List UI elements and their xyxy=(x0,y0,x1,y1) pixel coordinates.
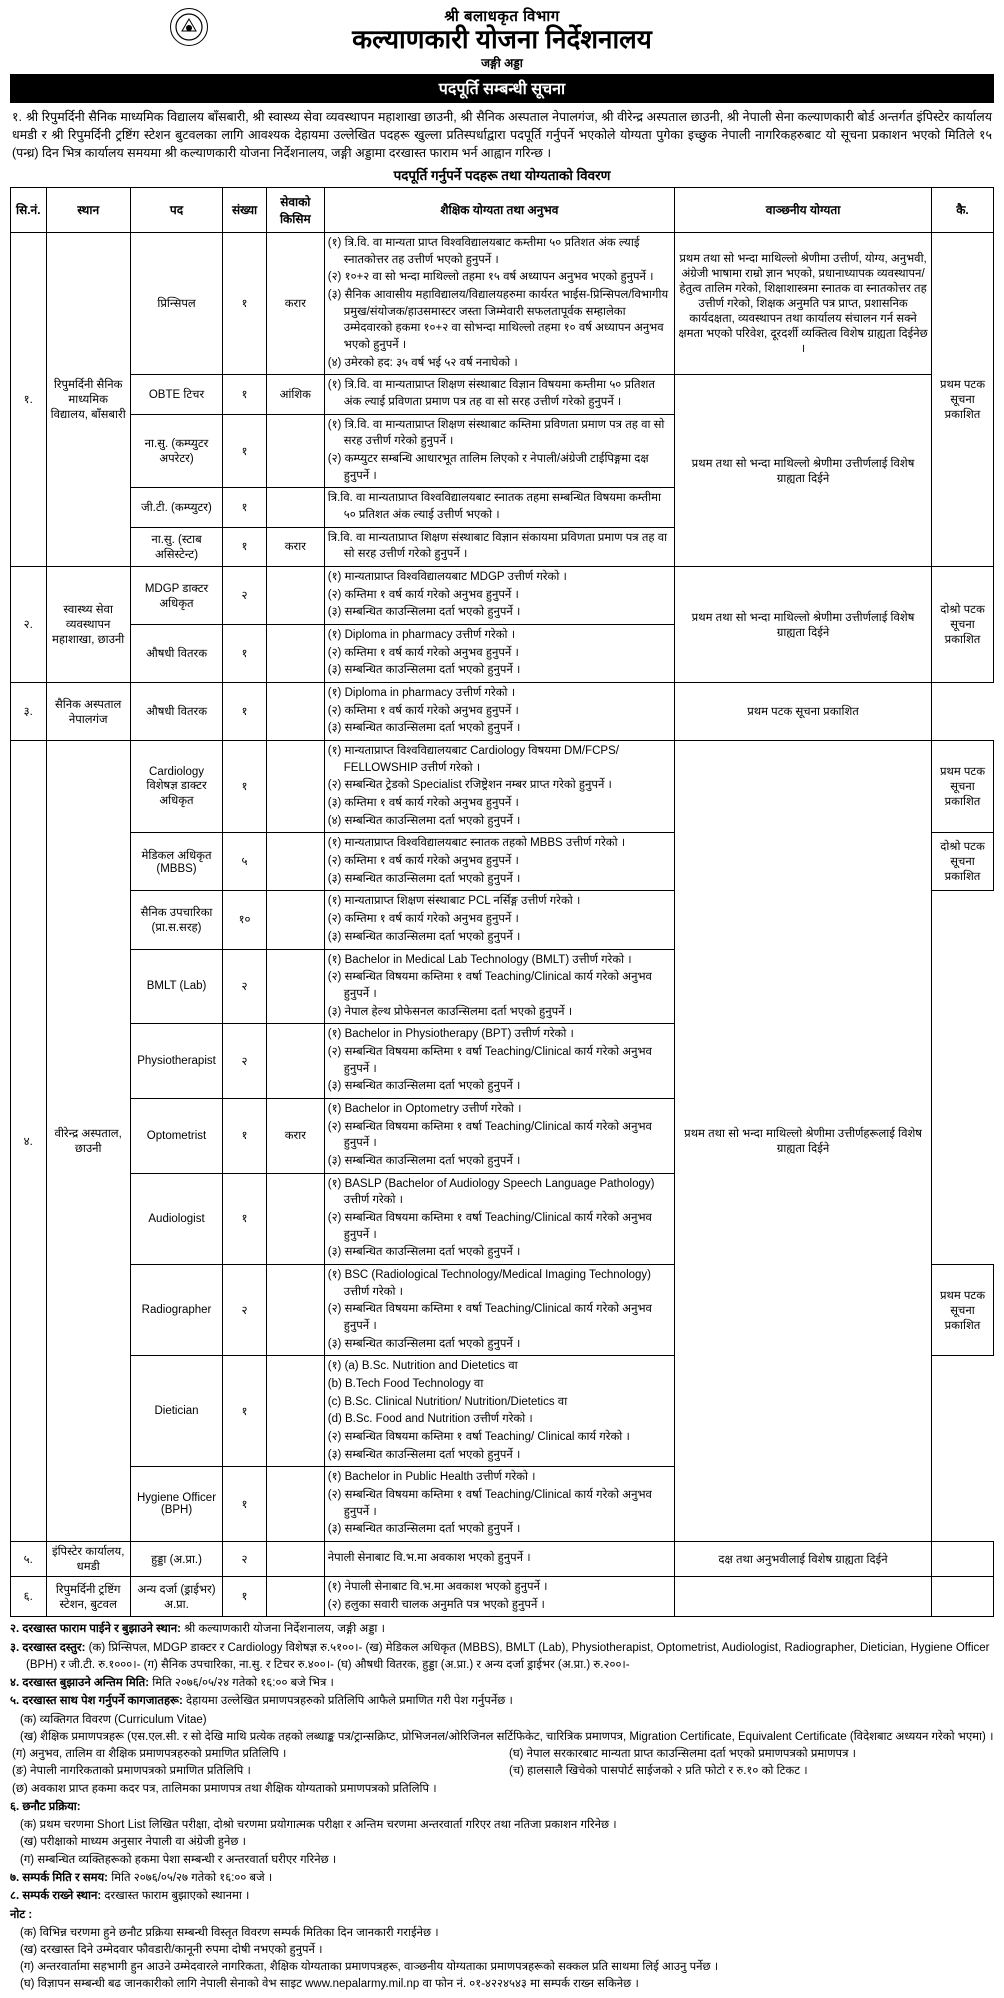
qualification-line: (३) सैनिक आवासीय महाविद्यालय/विद्यालयहरुमा कार्यरत भाईस-प्रिन्सिपल/विभागीय प्रमुख/संयोजक/हाउसमास्टर जस्ता जिम्मेवारी सफलतापूर्वक सम्हालेका उम्मेदवारको हकमा १०+२ वा सोभन्दा माथिल्लो तहमा १० वर्ष अध्यापन अनुभव भएको हुनुपर्ने । xyxy=(327,288,669,351)
document-header xyxy=(10,6,994,71)
table-title: पदपूर्ति गर्नुपर्ने पदहरू तथा योग्यताको विवरण xyxy=(393,167,611,183)
col-extra-qualification: वाञ्छनीय योग्यता xyxy=(675,187,932,232)
process-step: (क) प्रथम चरणमा Short List लिखित परीक्षा, दोश्रो चरणमा प्रयोगात्मक परीक्षा र अन्तिम चरणमा अन्तरवार्ता गरिएर तथा नतिजा प्रकाशन गरिनेछ । xyxy=(20,1819,617,1832)
process-label: ६. छनौट प्रक्रिया: xyxy=(10,1800,81,1813)
qualification-cell xyxy=(324,1098,674,1173)
selection-process xyxy=(10,1799,994,1869)
extra-qualification: प्रथम तथा सो भन्दा माथिल्लो श्रेणीमा उत्तीर्ण, योग्य, अनुभवी, अंग्रेजी भाषामा राम्रो ज्ञान भएको, प्रधानाध्यापक व्यवस्थापन/हेतुत्व तालिम गरेको, शिक्षाशास्त्रमा स्नातक वा स्नातकोत्तर तह उत्तीर्ण गरेको, शिक्षक अनुमति पत्र प्राप्त, प्रशासनिक कार्यदक्षता, व्यवस्थापन तथा कार्यालय संचालन गर्न सक्ने क्षमता भएको परिवेश, दूरदर्शी व्यक्तित्व विशेष ग्राह्यता दिईनेछ । xyxy=(675,232,932,374)
qualification-cell xyxy=(324,741,674,833)
qualification-line: नेपाली सेनाबाट वि.भ.मा अवकाश भएको हुनुपर्ने । xyxy=(327,1552,531,1565)
qualification-line: (२) कम्प्युटर सम्बन्धि आधारभूत तालिम लिएको र नेपाली/अंग्रेजी टाईपिङ्गमा दक्ष हुनुपर्ने । xyxy=(327,453,649,482)
row-place: रिपुमर्दिनी सैनिक माध्यमिक विद्यालय, बाँसबारी xyxy=(46,232,130,566)
post-count: १० xyxy=(223,891,267,949)
qualification-cell xyxy=(324,1264,674,1355)
vacancy-table xyxy=(10,187,994,1617)
remarks-cell: प्रथम पटक सूचना प्रकाशित xyxy=(675,683,932,741)
qualification-line: (१) मान्यताप्राप्त विश्वविद्यालयबाट Cardiology विषयमा DM/FCPS/ FELLOWSHIP उत्तीर्ण गरेको । xyxy=(327,745,619,774)
post-count: १ xyxy=(223,527,267,566)
post-count: १ xyxy=(223,1467,267,1542)
table-row xyxy=(11,741,994,833)
qualification-line: (२) हलुका सवारी चालक अनुमति पत्र भएको हुनुपर्ने । xyxy=(327,1598,545,1611)
table-row xyxy=(11,1577,994,1617)
service-type: आंशिक xyxy=(266,375,324,414)
footer-item-label: ८. सम्पर्क राख्ने स्थान: xyxy=(10,1890,105,1903)
qualification-line: (२) कम्तिमा १ वर्ष कार्य गरेको अनुभव हुनुपर्ने । xyxy=(327,588,519,601)
contact-info xyxy=(10,1870,994,1906)
col-count: संख्या xyxy=(223,187,267,232)
footer-item-text: दरखास्त फाराम बुझाएको स्थानमा । xyxy=(104,1890,250,1903)
post-name: जी.टी. (कम्प्युटर) xyxy=(130,488,222,527)
qualification-line: (२) कम्तिमा १ वर्ष कार्य गरेको अनुभव हुनुपर्ने । xyxy=(327,704,519,717)
qualification-line: (३) सम्बन्धित काउन्सिलमा दर्ता भएको हुनुपर्ने । xyxy=(327,664,521,677)
qualification-line: (३) सम्बन्धित काउन्सिलमा दर्ता भएको हुनुपर्ने । xyxy=(327,1523,521,1536)
qualification-cell xyxy=(324,567,674,625)
extra-qualification: प्रथम तथा सो भन्दा माथिल्लो श्रेणीमा उत्तीर्णलाई विशेष ग्राह्यता दिईने xyxy=(675,375,932,567)
table-row xyxy=(11,567,994,625)
post-count: १ xyxy=(223,232,267,374)
qualification-line: (३) कम्तिमा १ वर्ष कार्य गरेको अनुभव हुनुपर्ने । xyxy=(327,797,519,810)
qualification-line: (d) B.Sc. Food and Nutrition उत्तीर्ण गरेको । xyxy=(327,1413,533,1426)
document-row xyxy=(10,1781,994,1798)
qualification-line: (२) सम्बन्धित विषयमा कम्तिमा १ वर्षा Teaching/Clinical कार्य गरेको अनुभव हुनुपर्ने । xyxy=(327,1488,652,1518)
post-name: Hygiene Officer (BPH) xyxy=(130,1467,222,1542)
remarks-cell: प्रथम पटक सूचना प्रकाशित xyxy=(932,741,994,833)
post-count: १ xyxy=(223,488,267,527)
footer-item xyxy=(10,1621,994,1638)
post-name: ना.सु. (कम्प्युटर अपरेटर) xyxy=(130,414,222,488)
qualification-line: (१) त्रि.वि. वा मान्यता प्राप्त विश्वविद्यालयबाट कम्तीमा ५० प्रतिशत अंक ल्याई स्नातकोत्तर तह उत्तीर्ण भएको हुनुपर्ने । xyxy=(327,236,640,266)
post-name: ना.सु. (स्टाब असिस्टेन्ट) xyxy=(130,527,222,566)
qualification-cell xyxy=(324,891,674,949)
row-place: रिपुमर्दिनी ट्रष्टिंग स्टेशन, बुटवल xyxy=(46,1577,130,1617)
qualification-line: (२) सम्बन्धित विषयमा कम्तिमा १ वर्षा Teaching/Clinical कार्य गरेको अनुभव हुनुपर्ने । xyxy=(327,1120,652,1150)
qualification-cell xyxy=(324,683,674,741)
qualification-line: (१) BASLP (Bachelor of Audiology Speech Language Pathology) उत्तीर्ण गरेको । xyxy=(327,1177,655,1207)
note-item: (घ) विज्ञापन सम्बन्धी बढ जानकारीको लागि नेपाली सेनाको वेभ साइट www.nepalarmy.mil.np वा फोन नं. ०१-४२२४५४३ मा सम्पर्क राख्न सकिनेछ । xyxy=(20,1978,639,1991)
remarks-cell: दोश्रो पटक सूचना प्रकाशित xyxy=(932,833,994,891)
qualification-line: (b) B.Tech Food Technology वा xyxy=(327,1377,484,1390)
row-place: सैनिक अस्पताल नेपालगंज xyxy=(46,683,130,741)
department-name: श्री बलाधकृत विभाग xyxy=(444,8,560,25)
service-type xyxy=(266,891,324,949)
notice-number: १. xyxy=(12,109,22,124)
row-place: स्वास्थ्य सेवा व्यवस्थापन महाशाखा, छाउनी xyxy=(46,567,130,683)
qualification-line: (२) १०+२ वा सो भन्दा माथिल्लो तहमा १५ वर्ष अध्यापन अनुभव भएको हुनुपर्ने । xyxy=(327,271,654,284)
qualification-cell xyxy=(324,1467,674,1542)
qualification-line: (१) मान्यताप्राप्त शिक्षण संस्थाबाट PCL नर्सिङ्ग उत्तीर्ण गरेको । xyxy=(327,895,581,908)
note-item: (ग) अन्तरवार्तामा सहभागी हुन आउने उम्मेदवारले नागरिकता, शैक्षिक योग्यताका प्रमाणपत्रहरू, वाञ्छनीय योग्यताका प्रमाणपत्रहरूको सक्कल प्रति साथमा लिई आउनु पर्नेछ । xyxy=(20,1961,719,1974)
row-serial-number: ३. xyxy=(11,683,47,741)
col-sn: सि.नं. xyxy=(11,187,47,232)
post-count: २ xyxy=(223,1264,267,1355)
service-type xyxy=(266,1356,324,1467)
notice-text: श्री रिपुमर्दिनी सैनिक माध्यमिक विद्यालय बाँसबारी, श्री स्वास्थ्य सेवा व्यवस्थापन महाशाखा छाउनी, श्री सैनिक अस्पताल नेपालगंज, श्री वीरेन्द्र अस्पताल छाउनी, श्री नेपाली सेना कल्याणकारी बोर्ड अन्तर्गत इंपिस्टेर कार्यालय धमडी र श्री रिपुमर्दिनी ट्रष्टिंग स्टेशन बुटवलका लागि आवश्यक देहायमा उल्लेखित पदहरू खुल्ला प्रतिस्पर्धाद्वारा पदपूर्ति गर्नुपर्ने भएकोले योग्यता पुगेका इच्छुक नेपाली नागरिकहरुबाट यो सूचना प्रकाशन भएको मितिले १५ (पन्ध्र) दिन भित्र कार्यालय समयमा श्री कल्याणकारी योजना निर्देशनालय, जङ्गी अड्डामा दरखास्त फाराम भर्न आह्वान गरिन्छ । xyxy=(12,109,992,160)
qualification-line: (१) नेपाली सेनाबाट वि.भ.मा अवकाश भएको हुनुपर्ने । xyxy=(327,1581,548,1593)
qualification-line: (२) सम्बन्धित विषयमा कम्तिमा १ वर्षा Teaching/Clinical कार्य गरेको अनुभव हुनुपर्ने । xyxy=(327,1211,652,1241)
footer-section xyxy=(10,1621,994,1993)
post-name: प्रिन्सिपल xyxy=(130,232,222,374)
remarks-cell xyxy=(932,1577,994,1617)
qualification-line: (३) नेपाल हेल्थ प्रोफेसनल काउन्सिलमा दर्ता भएको हुनुपर्ने । xyxy=(327,1005,573,1018)
qualification-cell xyxy=(324,414,674,488)
qualification-line: (२) सम्बन्धित विषयमा कम्तिमा १ वर्षा Teaching/Clinical कार्य गरेको अनुभव हुनुपर्ने । xyxy=(327,1303,652,1332)
post-count: १ xyxy=(223,1173,267,1264)
footer-item-label: ३. दरखास्त दस्तुर: xyxy=(10,1641,89,1654)
qualification-line: (३) सम्बन्धित काउन्सिलमा दर्ता भएको हुनुपर्ने । xyxy=(327,722,521,735)
office-name: जङ्गी अड्डा xyxy=(481,55,523,70)
qualification-line: (३) सम्बन्धित काउन्सिलमा दर्ता भएको हुनुपर्ने । xyxy=(327,1246,521,1259)
qualification-cell xyxy=(324,1577,674,1617)
qualification-line: (३) सम्बन्धित काउन्सिलमा दर्ता भएको हुनुपर्ने । xyxy=(327,606,521,619)
row-serial-number: २. xyxy=(11,567,47,683)
table-header-row xyxy=(11,187,994,232)
post-count: १ xyxy=(223,1098,267,1173)
service-type xyxy=(266,1024,324,1099)
remarks-cell: प्रथम पटक सूचना प्रकाशित xyxy=(932,1264,994,1355)
service-type xyxy=(266,488,324,527)
service-type xyxy=(266,1264,324,1355)
qualification-line: (१) Bachelor in Optometry उत्तीर्ण गरेको । xyxy=(327,1102,522,1115)
qualification-line: (२) कम्तिमा १ वर्ष कार्य गरेको अनुभव हुनुपर्ने । xyxy=(327,646,519,659)
remarks-cell: दोश्रो पटक सूचना प्रकाशित xyxy=(932,567,994,683)
qualification-line: (१) Diploma in pharmacy उत्तीर्ण गरेको । xyxy=(327,687,516,700)
service-type xyxy=(266,625,324,683)
row-serial-number: ६. xyxy=(11,1577,47,1617)
post-name: सैनिक उपचारिका (प्रा.स.सरह) xyxy=(130,891,222,949)
post-count: २ xyxy=(223,1024,267,1099)
post-count: ५ xyxy=(223,833,267,891)
post-name: मेडिकल अधिकृत (MBBS) xyxy=(130,833,222,891)
service-type: करार xyxy=(266,1098,324,1173)
qualification-cell xyxy=(324,375,674,414)
qualification-line: (२) सम्बन्धित विषयमा कम्तिमा १ वर्षा Teaching/ Clinical कार्य गरेको । xyxy=(327,1430,630,1443)
post-count: १ xyxy=(223,683,267,741)
table-row xyxy=(11,232,994,374)
organization-name: कल्याणकारी योजना निर्देशनालय xyxy=(352,24,652,54)
process-heading xyxy=(10,1799,994,1816)
footer-item-text: मिति २०७६/०५/२७ गतेको १६:०० बजे । xyxy=(111,1871,273,1884)
footer-item xyxy=(10,1888,994,1905)
table-row xyxy=(11,375,994,414)
footer-item-label: २. दरखास्त फाराम पाईने र बुझाउने स्थान: xyxy=(10,1623,185,1636)
table-body xyxy=(11,232,994,1616)
post-name: Optometrist xyxy=(130,1098,222,1173)
process-step: (ग) सम्बन्धित व्यक्तिहरूको हकमा पेशा सम्बन्धी र अन्तरवार्ता घरीएर गरिनेछ । xyxy=(20,1853,337,1866)
footer-item xyxy=(10,1640,994,1675)
qualification-line: (४) उमेरको हद: ३५ वर्ष भई ५२ वर्ष ननाघेको । xyxy=(327,356,518,369)
col-service-type: सेवाको किसिम xyxy=(266,187,324,232)
post-name: Dietician xyxy=(130,1356,222,1467)
service-type: करार xyxy=(266,527,324,566)
qualification-line: (१) Bachelor in Public Health उत्तीर्ण गरेको । xyxy=(327,1471,536,1484)
service-type xyxy=(266,1173,324,1264)
post-count: १ xyxy=(223,1356,267,1467)
qualification-line: (१) मान्यताप्राप्त विश्वविद्यालयबाट MDGP उत्तीर्ण गरेको । xyxy=(327,571,567,584)
remarks-cell xyxy=(932,1542,994,1577)
document-item: (ङ) नेपाली नागरिकताको प्रमाणपत्रको प्रमाणित प्रतिलिपि । xyxy=(12,1765,251,1778)
qualification-line: (३) सम्बन्धित काउन्सिलमा दर्ता भएको हुनुपर्ने । xyxy=(327,1080,521,1093)
qualification-line: (२) सम्बन्धित विषयमा कम्तिमा १ वर्षा Teaching/Clinical कार्य गरेको अनुभव हुनुपर्ने । xyxy=(327,971,652,1000)
qualification-line: (१) Bachelor in Medical Lab Technology (BMLT) उत्तीर्ण गरेको । xyxy=(327,953,632,966)
post-count: १ xyxy=(223,1577,267,1617)
qualification-cell xyxy=(324,833,674,891)
post-count: १ xyxy=(223,741,267,833)
qualification-line: (३) सम्बन्धित काउन्सिलमा दर्ता भएको हुनुपर्ने । xyxy=(327,930,521,943)
service-type xyxy=(266,949,324,1024)
document-item: (घ) नेपाल सरकारबाट मान्यता प्राप्त काउन्सिलमा दर्ता भएको प्रमाणपत्रको प्रमाणपत्र । xyxy=(509,1748,856,1761)
footer-item-text: (क) प्रिन्सिपल, MDGP डाक्टर र Cardiology विशेषज्ञ रु.५१००।- (ख) मेडिकल अधिकृत (MBBS), BMLT (Lab), Physiotherapist, Optometrist, Audiologist, Radiographer, Dietician, Hygiene Officer (BPH) र जी.टी. रु.१०००।- (ग) सैनिक उपचारिका, ना.सु. र टिचर रु.४००।- (घ) औषधी वितरक, हुड्डा (अ.प्रा.) र अन्य दर्जा ड्राईभर (अ.प्रा.) रु.२००।- xyxy=(26,1641,990,1671)
qualification-line: त्रि.वि. वा मान्यताप्राप्त विश्वविद्यालयबाट स्नातक तहमा सम्बन्धित विषयमा कम्तीमा ५० प्रतिशत अंक ल्याई उत्तीर्ण भएको । xyxy=(327,492,661,522)
post-count: १ xyxy=(223,375,267,414)
notice-paragraph xyxy=(12,108,992,162)
post-name: हुड्डा (अ.प्रा.) xyxy=(130,1542,222,1577)
qualification-line: (२) सम्बन्धित ट्रेडको Specialist रजिष्ट्रेशन नम्बर प्राप्त गरेको हुनुपर्ने । xyxy=(327,779,612,792)
post-count: २ xyxy=(223,567,267,625)
document-row xyxy=(10,1763,994,1780)
post-name: BMLT (Lab) xyxy=(130,949,222,1024)
qualification-cell xyxy=(324,625,674,683)
col-place: स्थान xyxy=(46,187,130,232)
post-name: अन्य दर्जा (ड्राईभर) अ.प्रा. xyxy=(130,1577,222,1617)
qualification-line: (२) सम्बन्धित विषयमा कम्तिमा १ वर्षा Teaching/Clinical कार्य गरेको अनुभव हुनुपर्ने । xyxy=(327,1045,652,1075)
qualification-line: (१) Bachelor in Physiotherapy (BPT) उत्तीर्ण गरेको । xyxy=(327,1028,574,1041)
qualification-cell xyxy=(324,949,674,1024)
qualification-cell xyxy=(324,527,674,566)
service-type xyxy=(266,833,324,891)
notice-title-bar: पदपूर्ति सम्बन्धी सूचना xyxy=(10,74,994,103)
document-item: (क) व्यक्तिगत विवरण (Curriculum Vitae) xyxy=(20,1713,207,1726)
remarks-cell: प्रथम पटक सूचना प्रकाशित xyxy=(932,232,994,566)
table-row xyxy=(11,683,994,741)
qualification-line: (२) कम्तिमा १ वर्ष कार्य गरेको अनुभव हुनुपर्ने । xyxy=(327,913,519,926)
service-type xyxy=(266,1542,324,1577)
service-type xyxy=(266,1467,324,1542)
process-step: (ख) परीक्षाको माध्यम अनुसार नेपाली वा अंग्रेजी हुनेछ । xyxy=(20,1836,246,1849)
footer-item-text: मिति २०७६/०५/२४ गतेको १६:०० बजे भित्र । xyxy=(152,1677,334,1690)
extra-qualification: दक्ष तथा अनुभवीलाई विशेष ग्राह्यता दिईने xyxy=(675,1542,932,1577)
document-item: (छ) अवकाश प्राप्त हकमा कदर पत्र, तालिमका प्रमाणपत्र तथा शैक्षिक योग्यताको प्रमाणपत्रको प्रतिलिपि । xyxy=(12,1782,437,1795)
col-post: पद xyxy=(130,187,222,232)
required-documents xyxy=(10,1712,994,1798)
qualification-cell xyxy=(324,1173,674,1264)
row-place: वीरेन्द्र अस्पताल, छाउनी xyxy=(46,741,130,1542)
service-type xyxy=(266,567,324,625)
note-item: (क) विभिन्न चरणमा हुने छनौट प्रक्रिया सम्बन्धी विस्तृत विवरण सम्पर्क मितिका दिन जानकारी गराईनेछ । xyxy=(20,1926,439,1939)
qualification-line: (३) सम्बन्धित काउन्सिलमा दर्ता भएको हुनुपर्ने । xyxy=(327,1337,521,1350)
qualification-line: (३) सम्बन्धित काउन्सिलमा दर्ता भएको हुनुपर्ने । xyxy=(327,872,521,885)
qualification-line: (३) सम्बन्धित काउन्सिलमा दर्ता भएको हुनुपर्ने । xyxy=(327,1448,521,1461)
row-serial-number: १. xyxy=(11,232,47,566)
qualification-line: त्रि.वि. वा मान्यताप्राप्त शिक्षण संस्थाबाट विज्ञान संकायमा प्रविणता प्रमाण पत्र तह वा सो सरह उत्तीर्ण गरेको हुनुपर्ने । xyxy=(327,531,668,561)
qualification-cell xyxy=(324,488,674,527)
footer-item xyxy=(10,1675,994,1692)
footer-item-text: श्री कल्याणकारी योजना निर्देशनालय, जङ्गी अड्डा । xyxy=(184,1623,385,1636)
post-count: २ xyxy=(223,1542,267,1577)
qualification-cell xyxy=(324,1024,674,1099)
row-serial-number: ५. xyxy=(11,1542,47,1577)
footer-item-label: ७. सम्पर्क मिति र समय: xyxy=(10,1871,112,1884)
post-count: २ xyxy=(223,949,267,1024)
post-name: औषधी वितरक xyxy=(130,683,222,741)
qualification-line: (१) BSC (Radiological Technology/Medical Imaging Technology) उत्तीर्ण गरेको । xyxy=(327,1268,651,1298)
col-remarks: कै. xyxy=(932,187,994,232)
footer-item xyxy=(10,1870,994,1887)
extra-qualification xyxy=(675,1577,932,1617)
document-item: (ख) शैक्षिक प्रमाणपत्रहरू (एस.एल.सी. र सो देखि माथि प्रत्येक तहको लब्धाङ्क पत्र/ट्रान्सक्रिप्ट, प्रोभिजनल/ओरिजिनल सर्टिफिकेट, चारित्रिक प्रमाणपत्र, Migration Certificate, Equivalent Certificate (विदेशबाट अध्ययन गरेको भएमा) । xyxy=(20,1730,994,1743)
qualification-line: (२) कम्तिमा १ वर्ष कार्य गरेको अनुभव हुनुपर्ने । xyxy=(327,855,519,868)
footer-item xyxy=(10,1693,994,1710)
footer-items xyxy=(10,1621,994,1710)
qualification-line: (१) (a) B.Sc. Nutrition and Dietetics वा xyxy=(327,1360,518,1373)
note-item: (ख) दरखास्त दिने उम्मेदवार फौवडारी/कानूनी रुपमा दोषी नभएको हुनुपर्ने । xyxy=(20,1943,323,1956)
qualification-line: (१) Diploma in pharmacy उत्तीर्ण गरेको । xyxy=(327,629,516,642)
footer-item-text: देहायमा उल्लेखित प्रमाणपत्रहरुको प्रतिलिपि आफैले प्रमाणित गरी पेश गर्नुपर्नेछ । xyxy=(186,1695,513,1708)
document-item: (ग) अनुभव, तालिम वा शैक्षिक प्रमाणपत्रहरुको प्रमाणित प्रतिलिपि । xyxy=(12,1748,287,1761)
service-type xyxy=(266,414,324,488)
qualification-line: (c) B.Sc. Clinical Nutrition/ Nutrition/Dietetics वा xyxy=(327,1395,568,1408)
qualification-line: (३) सम्बन्धित काउन्सिलमा दर्ता भएको हुनुपर्ने । xyxy=(327,1154,521,1167)
document-row xyxy=(10,1746,994,1763)
nepal-army-emblem-icon xyxy=(170,8,208,46)
footer-item-label: ४. दरखास्त बुझाउने अन्तिम मिति: xyxy=(10,1677,153,1690)
footer-item-label: ५. दरखास्त साथ पेश गर्नुपर्ने कागजातहरू: xyxy=(10,1695,187,1708)
qualification-line: (१) त्रि.वि. वा मान्यताप्राप्त शिक्षण संस्थाबाट विज्ञान विषयमा कम्तीमा ५० प्रतिशत अंक ल्याई प्रविणता प्रमाण पत्र तह वा सो सरह उत्तीर्ण गरेको हुनुपर्ने । xyxy=(327,379,655,409)
post-name: Physiotherapist xyxy=(130,1024,222,1099)
post-name: Radiographer xyxy=(130,1264,222,1355)
service-type: करार xyxy=(266,232,324,374)
note-label: नोट : xyxy=(10,1909,33,1922)
extra-qualification: प्रथम तथा सो भन्दा माथिल्लो श्रेणीमा उत्तीर्णलाई विशेष ग्राह्यता दिईने xyxy=(675,567,932,683)
note-list xyxy=(10,1925,994,1994)
row-place: इंपिस्टेर कार्यालय, धमडी xyxy=(46,1542,130,1577)
qualification-line: (१) त्रि.वि. वा मान्यताप्राप्त शिक्षण संस्थाबाट कम्तिमा प्रविणता प्रमाण पत्र तह वा सो सरह उत्तीर्ण गरेको हुनुपर्ने । xyxy=(327,418,665,448)
table-row xyxy=(11,1542,994,1577)
post-name: MDGP डाक्टर अधिकृत xyxy=(130,567,222,625)
post-name: Audiologist xyxy=(130,1173,222,1264)
service-type xyxy=(266,683,324,741)
notes-section xyxy=(10,1907,994,1993)
service-type xyxy=(266,1577,324,1617)
document-item: (च) हालसालै खिचेको पासपोर्ट साईजको २ प्रति फोटो र रु.१० को टिकट । xyxy=(509,1765,808,1778)
row-serial-number: ४. xyxy=(11,741,47,1542)
post-name: Cardiology विशेषज्ञ डाक्टर अधिकृत xyxy=(130,741,222,833)
qualification-line: (४) सम्बन्धित काउन्सिलमा दर्ता भएको हुनुपर्ने । xyxy=(327,814,521,827)
extra-qualification: प्रथम तथा सो भन्दा माथिल्लो श्रेणीमा उत्तीर्णहरूलाई विशेष ग्राह्यता दिईने xyxy=(675,741,932,1542)
post-name: OBTE टिचर xyxy=(130,375,222,414)
qualification-cell xyxy=(324,1542,674,1577)
col-qualification: शैक्षिक योग्यता तथा अनुभव xyxy=(324,187,674,232)
qualification-cell xyxy=(324,232,674,374)
service-type xyxy=(266,741,324,833)
qualification-cell xyxy=(324,1356,674,1467)
qualification-line: (१) मान्यताप्राप्त विश्वविद्यालयबाट स्नातक तहको MBBS उत्तीर्ण गरेको । xyxy=(327,837,626,850)
post-count: १ xyxy=(223,414,267,488)
post-name: औषधी वितरक xyxy=(130,625,222,683)
post-count: १ xyxy=(223,625,267,683)
